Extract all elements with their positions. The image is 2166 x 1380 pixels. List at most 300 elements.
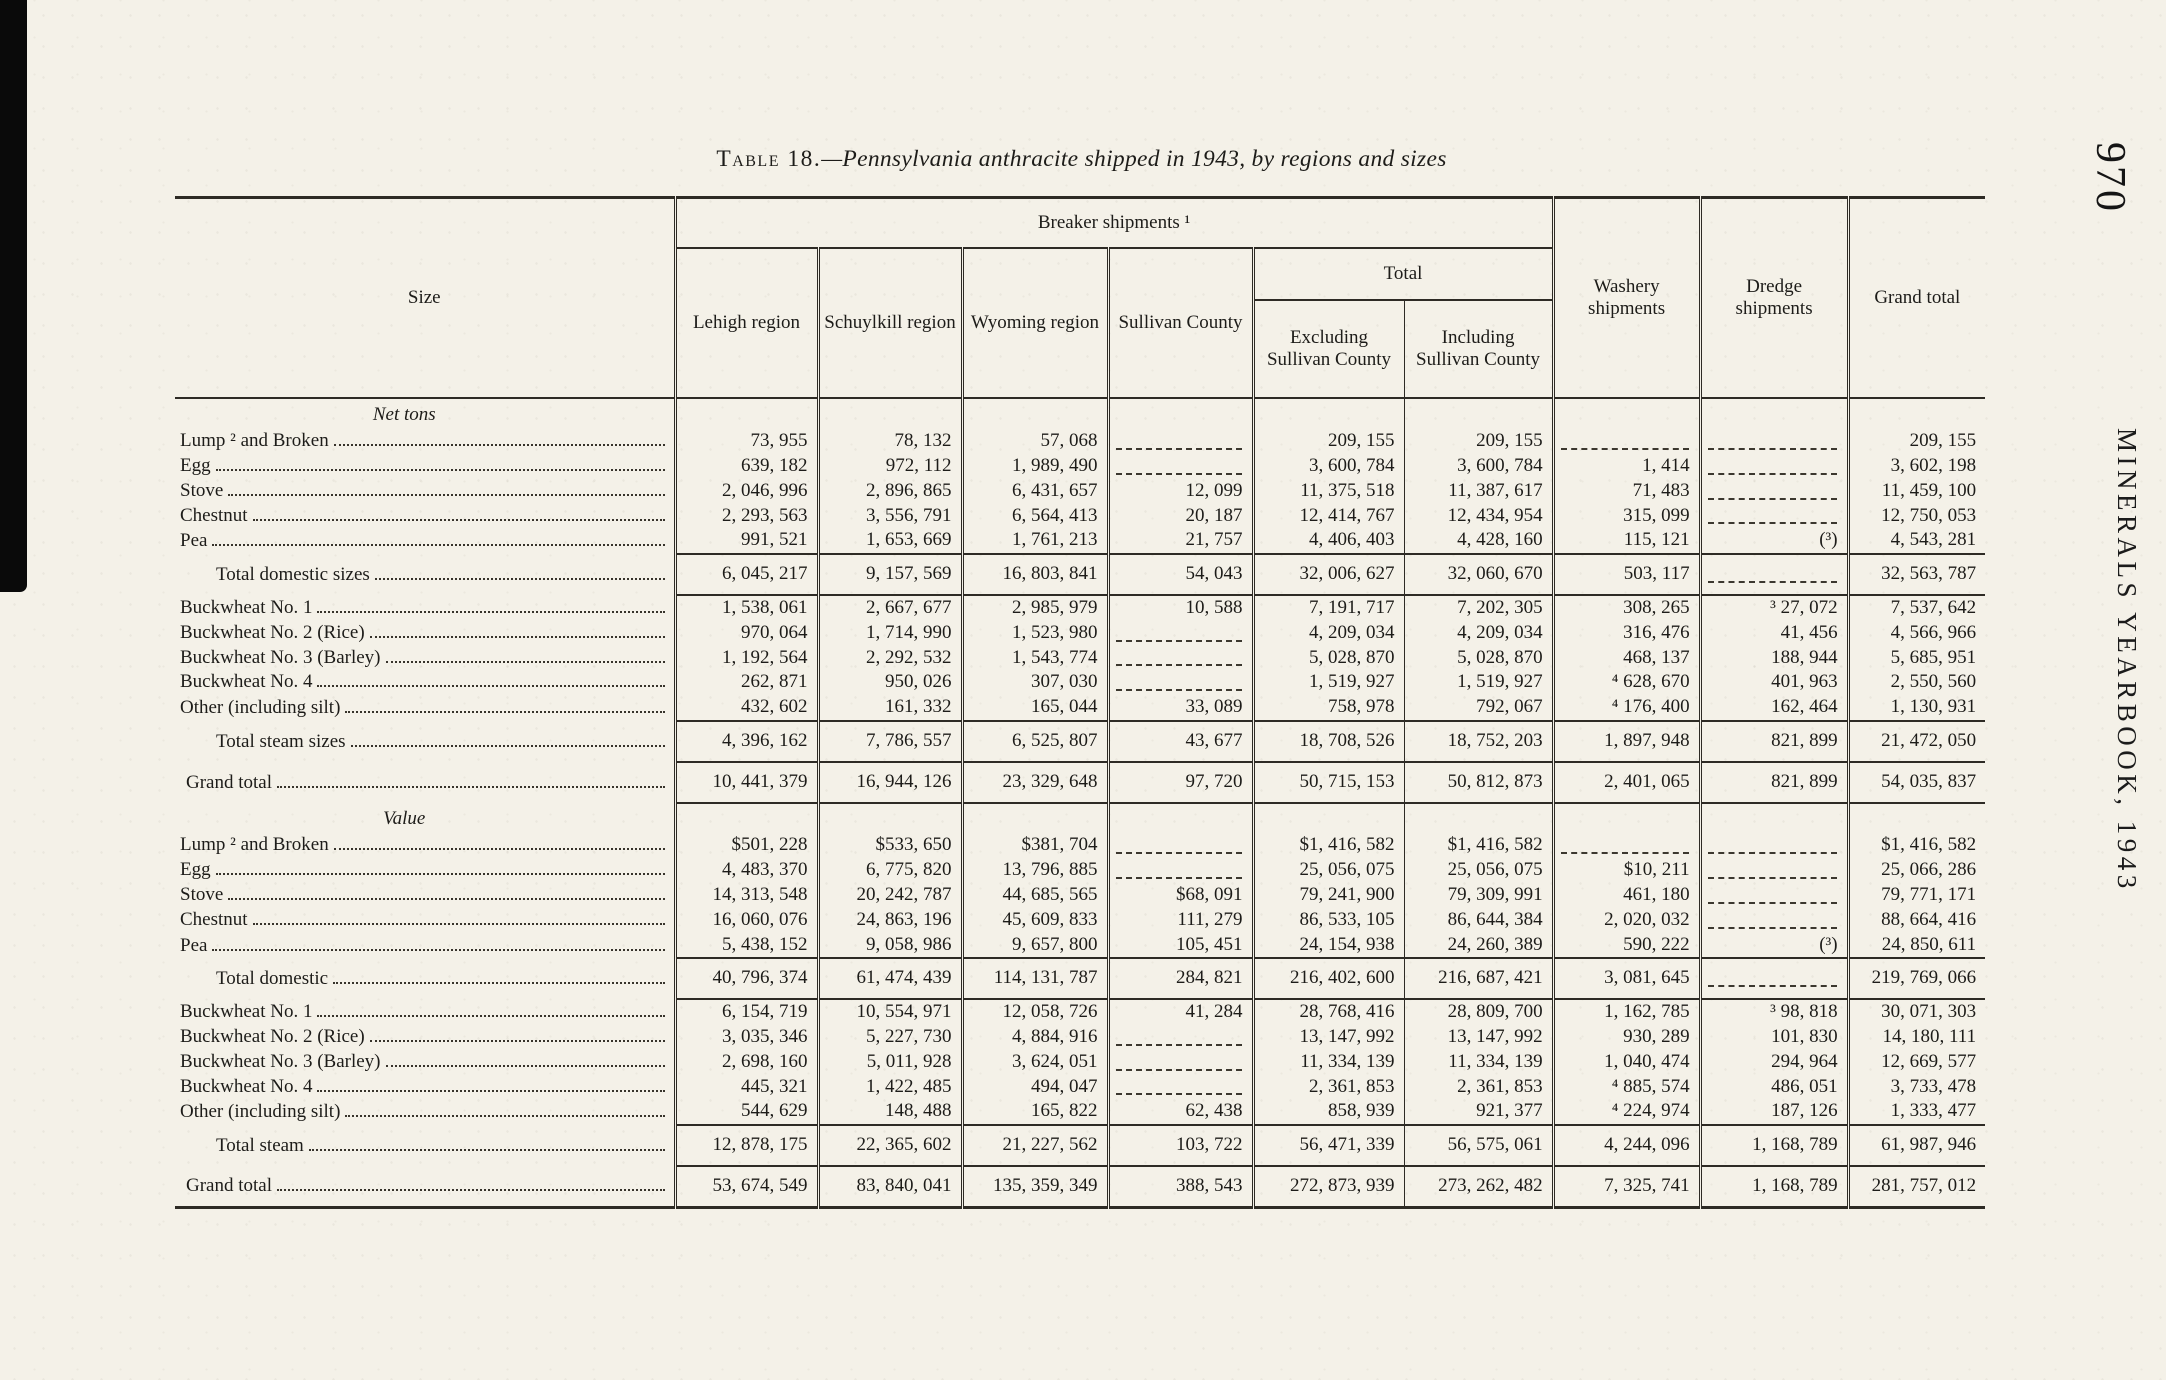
row-label-cell: [175, 999, 675, 1025]
row-label: [180, 1101, 665, 1124]
value-cell: 13, 796, 885: [962, 858, 1108, 883]
row-label: [180, 935, 665, 958]
empty-cell: [1700, 398, 1848, 430]
value-cell: 315, 099: [1553, 504, 1700, 529]
value-cell: 821, 899: [1700, 762, 1848, 803]
value-cell: 16, 944, 126: [818, 762, 962, 803]
value-cell: 1, 519, 927: [1404, 670, 1553, 695]
value-cell: 544, 629: [675, 1099, 818, 1125]
value-cell: 18, 752, 203: [1404, 721, 1553, 762]
value-cell: 468, 137: [1553, 646, 1700, 671]
value-cell: 494, 047: [962, 1075, 1108, 1100]
value-cell: 5, 028, 870: [1404, 646, 1553, 671]
row-label-cell: [175, 762, 675, 803]
value-cell: 1, 130, 931: [1848, 695, 1985, 721]
value-cell: 24, 863, 196: [818, 908, 962, 933]
value-cell: 83, 840, 041: [818, 1166, 962, 1207]
value-cell: 24, 154, 938: [1253, 933, 1404, 959]
empty-cell: [1108, 398, 1253, 430]
value-cell: 12, 414, 767: [1253, 504, 1404, 529]
empty-value-cell: [1108, 1025, 1253, 1050]
value-cell: 1, 897, 948: [1553, 721, 1700, 762]
value-cell: 3, 035, 346: [675, 1025, 818, 1050]
value-cell: 6, 045, 217: [675, 554, 818, 595]
table-number-label: Table 18.: [716, 146, 822, 172]
value-cell: 115, 121: [1553, 528, 1700, 554]
row-label-text: Chestnut: [180, 908, 248, 930]
value-cell: 101, 830: [1700, 1025, 1848, 1050]
header-grand-total: Grand total: [1848, 198, 1985, 398]
row-label-cell: [175, 554, 675, 595]
page-title: [178, 146, 1985, 173]
row-label-cell: [175, 646, 675, 671]
row-label: [180, 772, 665, 795]
value-cell: ³ 98, 818: [1700, 999, 1848, 1025]
value-cell: 45, 609, 833: [962, 908, 1108, 933]
value-cell: 7, 786, 557: [818, 721, 962, 762]
value-cell: 4, 209, 034: [1404, 621, 1553, 646]
section-heading-row: [175, 803, 1985, 834]
row-label-cell: [175, 528, 675, 554]
value-cell: 7, 537, 642: [1848, 595, 1985, 621]
value-cell: 23, 329, 648: [962, 762, 1108, 803]
value-cell: 86, 533, 105: [1253, 908, 1404, 933]
empty-value-cell: [1108, 670, 1253, 695]
dotted-leader: [351, 744, 665, 747]
row-label-cell: [175, 695, 675, 721]
value-cell: 10, 588: [1108, 595, 1253, 621]
value-cell: 4, 244, 096: [1553, 1125, 1700, 1166]
empty-cell: [962, 398, 1108, 430]
header-lehigh-region: Lehigh region: [675, 248, 818, 398]
value-cell: 43, 677: [1108, 721, 1253, 762]
value-cell: 758, 978: [1253, 695, 1404, 721]
row-label-text: Buckwheat No. 1: [180, 1001, 313, 1023]
value-cell: 284, 821: [1108, 958, 1253, 999]
dotted-leader: [386, 660, 665, 663]
value-cell: 11, 334, 139: [1404, 1050, 1553, 1075]
value-cell: 20, 242, 787: [818, 883, 962, 908]
value-cell: 105, 451: [1108, 933, 1253, 959]
value-cell: 2, 698, 160: [675, 1050, 818, 1075]
value-cell: $381, 704: [962, 833, 1108, 858]
value-cell: 991, 521: [675, 528, 818, 554]
row-label-cell: [175, 933, 675, 959]
dash-leader: [1708, 460, 1837, 475]
value-cell: 79, 771, 171: [1848, 883, 1985, 908]
value-cell: 1, 162, 785: [1553, 999, 1700, 1025]
value-cell: 209, 155: [1848, 429, 1985, 454]
value-cell: 4, 884, 916: [962, 1025, 1108, 1050]
table-row: [175, 1125, 1985, 1166]
dotted-leader: [216, 468, 665, 471]
row-label-cell: [175, 1075, 675, 1100]
value-cell: $1, 416, 582: [1404, 833, 1553, 858]
value-cell: 2, 667, 677: [818, 595, 962, 621]
value-cell: 78, 132: [818, 429, 962, 454]
value-cell: 590, 222: [1553, 933, 1700, 959]
value-cell: 28, 809, 700: [1404, 999, 1553, 1025]
table-row: [175, 429, 1985, 454]
value-cell: 209, 155: [1253, 429, 1404, 454]
value-cell: 1, 761, 213: [962, 528, 1108, 554]
value-cell: 71, 483: [1553, 479, 1700, 504]
row-label-text: Total steam sizes: [216, 731, 346, 753]
empty-value-cell: [1700, 454, 1848, 479]
value-cell: 148, 488: [818, 1099, 962, 1125]
empty-value-cell: [1700, 958, 1848, 999]
value-cell: 930, 289: [1553, 1025, 1700, 1050]
value-cell: 11, 375, 518: [1253, 479, 1404, 504]
row-label-text: Pea: [180, 530, 208, 552]
value-cell: 162, 464: [1700, 695, 1848, 721]
value-cell: 3, 624, 051: [962, 1050, 1108, 1075]
value-cell: $10, 211: [1553, 858, 1700, 883]
table-row: [175, 908, 1985, 933]
value-cell: 2, 293, 563: [675, 504, 818, 529]
row-label: [180, 1051, 665, 1074]
value-cell: 388, 543: [1108, 1166, 1253, 1207]
dotted-leader: [317, 1089, 664, 1092]
row-label-cell: [175, 1025, 675, 1050]
value-cell: 7, 191, 717: [1253, 595, 1404, 621]
empty-value-cell: [1108, 621, 1253, 646]
table-row: [175, 883, 1985, 908]
row-label: [180, 968, 665, 991]
value-cell: 11, 334, 139: [1253, 1050, 1404, 1075]
value-cell: 161, 332: [818, 695, 962, 721]
empty-cell: [1404, 398, 1553, 430]
dotted-leader: [345, 710, 664, 713]
empty-value-cell: [1700, 883, 1848, 908]
dotted-leader: [309, 1148, 665, 1151]
table-row: [175, 1050, 1985, 1075]
value-cell: 61, 474, 439: [818, 958, 962, 999]
empty-value-cell: [1700, 479, 1848, 504]
value-cell: 4, 396, 162: [675, 721, 818, 762]
dotted-leader: [317, 1014, 664, 1017]
dotted-leader: [253, 518, 665, 521]
value-cell: 50, 715, 153: [1253, 762, 1404, 803]
value-cell: ⁴ 224, 974: [1553, 1099, 1700, 1125]
value-cell: 7, 202, 305: [1404, 595, 1553, 621]
empty-value-cell: [1553, 833, 1700, 858]
value-cell: 216, 402, 600: [1253, 958, 1404, 999]
dash-leader: [1708, 485, 1837, 500]
row-label: [180, 455, 665, 478]
row-label: [180, 884, 665, 907]
empty-cell: [1253, 398, 1404, 430]
empty-cell: [1253, 803, 1404, 834]
value-cell: 79, 309, 991: [1404, 883, 1553, 908]
value-cell: 3, 556, 791: [818, 504, 962, 529]
value-cell: 25, 056, 075: [1253, 858, 1404, 883]
dash-leader: [1116, 435, 1242, 450]
value-cell: 188, 944: [1700, 646, 1848, 671]
empty-cell: [818, 398, 962, 430]
dash-leader: [1708, 568, 1837, 583]
row-label: [180, 1135, 665, 1158]
table-row: [175, 504, 1985, 529]
dotted-leader: [228, 493, 664, 496]
value-cell: 165, 044: [962, 695, 1108, 721]
value-cell: 41, 284: [1108, 999, 1253, 1025]
empty-cell: [1700, 803, 1848, 834]
dotted-leader: [333, 981, 664, 984]
header-sullivan-county: Sullivan County: [1108, 248, 1253, 398]
row-label-text: Other (including silt): [180, 1101, 341, 1123]
row-label-text: Buckwheat No. 2 (Rice): [180, 1026, 365, 1048]
dash-leader: [1561, 839, 1689, 854]
empty-cell: [675, 803, 818, 834]
value-cell: 10, 441, 379: [675, 762, 818, 803]
dotted-leader: [317, 684, 664, 687]
dash-leader: [1116, 651, 1242, 666]
value-cell: 9, 657, 800: [962, 933, 1108, 959]
empty-cell: [1553, 803, 1700, 834]
value-cell: 858, 939: [1253, 1099, 1404, 1125]
header-breaker-shipments: Breaker shipments ¹: [675, 198, 1553, 248]
empty-value-cell: [1700, 833, 1848, 858]
row-label-cell: [175, 479, 675, 504]
value-cell: 3, 600, 784: [1253, 454, 1404, 479]
dotted-leader: [334, 443, 665, 446]
row-label-text: Chestnut: [180, 504, 248, 526]
header-total-group: Total: [1253, 248, 1553, 300]
row-label: [180, 430, 665, 453]
dash-leader: [1708, 914, 1837, 929]
value-cell: 97, 720: [1108, 762, 1253, 803]
value-cell: $533, 650: [818, 833, 962, 858]
value-cell: 24, 260, 389: [1404, 933, 1553, 959]
row-label-cell: [175, 621, 675, 646]
value-cell: 972, 112: [818, 454, 962, 479]
value-cell: 12, 750, 053: [1848, 504, 1985, 529]
value-cell: 50, 812, 873: [1404, 762, 1553, 803]
table-row: [175, 454, 1985, 479]
dotted-leader: [228, 897, 664, 900]
dash-leader: [1708, 509, 1837, 524]
value-cell: 950, 026: [818, 670, 962, 695]
row-label-cell: [175, 1125, 675, 1166]
row-label: [180, 480, 665, 503]
row-label-cell: [175, 958, 675, 999]
value-cell: 88, 664, 416: [1848, 908, 1985, 933]
row-label-text: Stove: [180, 479, 224, 501]
table-row: [175, 528, 1985, 554]
dash-leader: [1708, 435, 1837, 450]
value-cell: 13, 147, 992: [1253, 1025, 1404, 1050]
value-cell: 401, 963: [1700, 670, 1848, 695]
value-cell: 21, 227, 562: [962, 1125, 1108, 1166]
value-cell: 639, 182: [675, 454, 818, 479]
row-label-text: Total steam: [216, 1135, 304, 1157]
value-cell: 12, 434, 954: [1404, 504, 1553, 529]
value-cell: 11, 387, 617: [1404, 479, 1553, 504]
value-cell: 445, 321: [675, 1075, 818, 1100]
value-cell: 12, 878, 175: [675, 1125, 818, 1166]
value-cell: 32, 006, 627: [1253, 554, 1404, 595]
row-label-text: Egg: [180, 455, 211, 477]
table-row: [175, 999, 1985, 1025]
value-cell: 5, 438, 152: [675, 933, 818, 959]
row-label: [180, 1076, 665, 1099]
value-cell: 32, 563, 787: [1848, 554, 1985, 595]
row-label: [180, 731, 665, 754]
value-cell: 79, 241, 900: [1253, 883, 1404, 908]
header-size: Size: [175, 198, 675, 398]
row-label-text: Stove: [180, 884, 224, 906]
row-label: [180, 1175, 665, 1198]
value-cell: 1, 543, 774: [962, 646, 1108, 671]
row-label-cell: [175, 595, 675, 621]
row-label-text: Buckwheat No. 1: [180, 597, 313, 619]
value-cell: 1, 168, 789: [1700, 1125, 1848, 1166]
value-cell: 1, 714, 990: [818, 621, 962, 646]
empty-value-cell: [1700, 504, 1848, 529]
value-cell: 792, 067: [1404, 695, 1553, 721]
row-label-text: Other (including silt): [180, 697, 341, 719]
value-cell: 62, 438: [1108, 1099, 1253, 1125]
value-cell: 219, 769, 066: [1848, 958, 1985, 999]
row-label-cell: [175, 429, 675, 454]
value-cell: 216, 687, 421: [1404, 958, 1553, 999]
value-cell: 9, 157, 569: [818, 554, 962, 595]
value-cell: 1, 192, 564: [675, 646, 818, 671]
row-label-cell: [175, 1050, 675, 1075]
value-cell: 10, 554, 971: [818, 999, 962, 1025]
value-cell: 4, 428, 160: [1404, 528, 1553, 554]
row-label-cell: [175, 858, 675, 883]
row-label: [180, 697, 665, 720]
value-cell: 7, 325, 741: [1553, 1166, 1700, 1207]
table-row: [175, 1166, 1985, 1207]
value-cell: 12, 058, 726: [962, 999, 1108, 1025]
row-label: [180, 671, 665, 694]
dotted-leader: [345, 1114, 664, 1117]
header-washery-shipments: Washery shipments: [1553, 198, 1700, 398]
table-row: [175, 721, 1985, 762]
value-cell: 2, 361, 853: [1404, 1075, 1553, 1100]
anthracite-shipments-table: [175, 196, 1985, 1209]
empty-cell: [1404, 803, 1553, 834]
empty-value-cell: [1108, 646, 1253, 671]
empty-cell: [675, 398, 818, 430]
value-cell: 432, 602: [675, 695, 818, 721]
value-cell: 461, 180: [1553, 883, 1700, 908]
row-label: [180, 1001, 665, 1024]
row-label: [180, 834, 665, 857]
value-cell: 3, 602, 198: [1848, 454, 1985, 479]
value-cell: 16, 803, 841: [962, 554, 1108, 595]
value-cell: 54, 035, 837: [1848, 762, 1985, 803]
value-cell: 1, 653, 669: [818, 528, 962, 554]
table-header: [175, 198, 1985, 398]
value-cell: 28, 768, 416: [1253, 999, 1404, 1025]
row-label: [180, 530, 665, 553]
row-label: [180, 597, 665, 620]
row-label-text: Grand total: [186, 1175, 273, 1197]
empty-value-cell: [1700, 858, 1848, 883]
value-cell: 20, 187: [1108, 504, 1253, 529]
table-row: [175, 621, 1985, 646]
row-label-text: Pea: [180, 934, 208, 956]
value-cell: 272, 873, 939: [1253, 1166, 1404, 1207]
row-label-text: Lump ² and Broken: [180, 430, 329, 452]
value-cell: 1, 040, 474: [1553, 1050, 1700, 1075]
value-cell: 9, 058, 986: [818, 933, 962, 959]
header-including-sullivan: Including Sullivan County: [1404, 300, 1553, 398]
dash-leader: [1708, 864, 1837, 879]
row-label-text: Total domestic: [216, 968, 329, 990]
value-cell: 5, 011, 928: [818, 1050, 962, 1075]
dotted-leader: [212, 543, 664, 546]
row-label-cell: [175, 721, 675, 762]
value-cell: 25, 056, 075: [1404, 858, 1553, 883]
value-cell: 165, 822: [962, 1099, 1108, 1125]
dash-leader: [1708, 972, 1837, 987]
value-cell: 14, 313, 548: [675, 883, 818, 908]
table-row: [175, 646, 1985, 671]
row-label-cell: [175, 1099, 675, 1125]
dash-leader: [1116, 839, 1242, 854]
value-cell: 4, 543, 281: [1848, 528, 1985, 554]
table-title-text: —Pennsylvania anthracite shipped in 1943, by regions and sizes: [821, 146, 1447, 172]
dotted-leader: [386, 1064, 665, 1067]
value-cell: 5, 685, 951: [1848, 646, 1985, 671]
value-cell: 3, 081, 645: [1553, 958, 1700, 999]
value-cell: 73, 955: [675, 429, 818, 454]
value-cell: 114, 131, 787: [962, 958, 1108, 999]
value-cell: 2, 020, 032: [1553, 908, 1700, 933]
table-row: [175, 1099, 1985, 1125]
dash-leader: [1708, 839, 1837, 854]
table-row: [175, 1025, 1985, 1050]
header-schuylkill-region: Schuylkill region: [818, 248, 962, 398]
scan-artifact-bar: [0, 0, 27, 592]
value-cell: 56, 575, 061: [1404, 1125, 1553, 1166]
empty-value-cell: [1108, 1075, 1253, 1100]
value-cell: 2, 046, 996: [675, 479, 818, 504]
value-cell: 54, 043: [1108, 554, 1253, 595]
value-cell: $501, 228: [675, 833, 818, 858]
value-cell: 16, 060, 076: [675, 908, 818, 933]
value-cell: 6, 154, 719: [675, 999, 818, 1025]
row-label-cell: [175, 454, 675, 479]
row-label-text: Buckwheat No. 4: [180, 671, 313, 693]
empty-value-cell: [1700, 554, 1848, 595]
dash-leader: [1561, 435, 1689, 450]
value-cell: 14, 180, 111: [1848, 1025, 1985, 1050]
empty-cell: [962, 803, 1108, 834]
value-cell: (³): [1700, 528, 1848, 554]
value-cell: 1, 538, 061: [675, 595, 818, 621]
value-cell: 1, 519, 927: [1253, 670, 1404, 695]
value-cell: 12, 099: [1108, 479, 1253, 504]
value-cell: 25, 066, 286: [1848, 858, 1985, 883]
row-label-text: Lump ² and Broken: [180, 834, 329, 856]
value-cell: ⁴ 176, 400: [1553, 695, 1700, 721]
value-cell: 3, 600, 784: [1404, 454, 1553, 479]
dash-leader: [1116, 864, 1242, 879]
dotted-leader: [375, 577, 665, 580]
row-label: [180, 909, 665, 932]
row-label-cell: [175, 670, 675, 695]
table-row: [175, 695, 1985, 721]
value-cell: 821, 899: [1700, 721, 1848, 762]
value-cell: 503, 117: [1553, 554, 1700, 595]
value-cell: 1, 989, 490: [962, 454, 1108, 479]
